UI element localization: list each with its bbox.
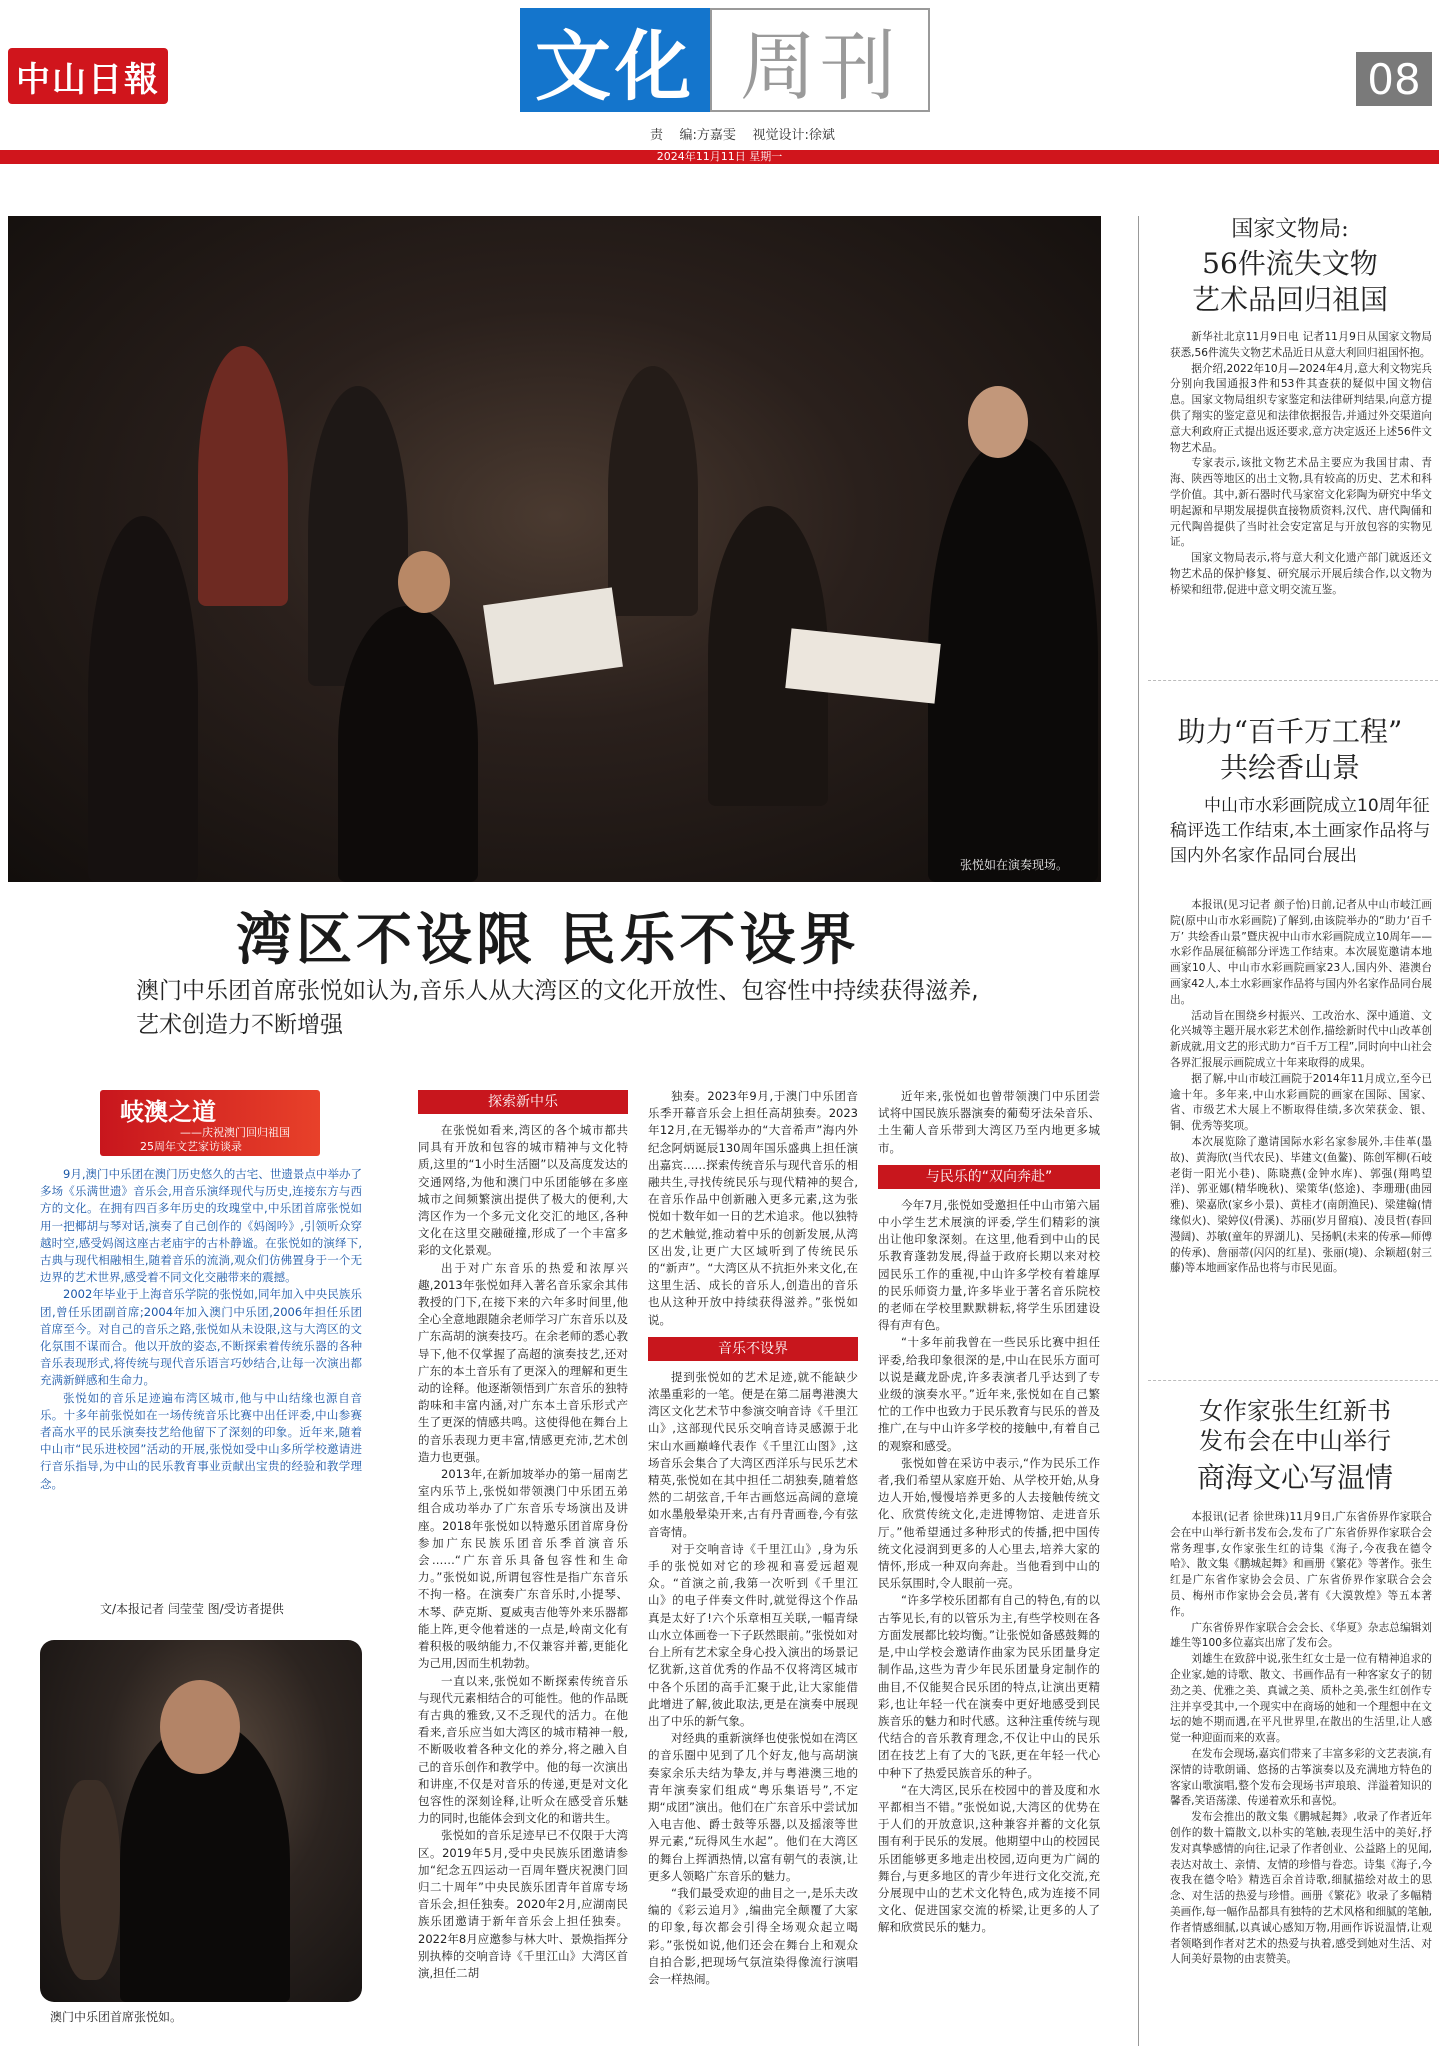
story3-paragraph: 发布会推出的散文集《鹏城起舞》,收录了作者近年创作的数十篇散文,以朴实的笔触,表现生活中的美好,抒发对真挚感情的向往,记录了作者创业、公益路上的见闻,表达对故土、亲情、友情的珍惜与眷恋。诗集《海子,今夜我在德令哈》精选百余首诗歌,细腻描绘对故土的思念、对生活的热爱与珍惜。画册《繁花》收录了多幅精美画作,每一幅作品都具有独特的艺术风格和细腻的笔触,作者情感细腻,以真诚心感知万物,用画作诉说温情,让观者领略到作者对艺术的热爱与执着,感受到她对生活、对人间美好景物的由衷赞美。: [1170, 1811, 1432, 1966]
series-banner-sub2: 25周年文艺家访谈录: [140, 1140, 242, 1153]
story2-paragraph: 据了解,中山市岐江画院于2014年11月成立,至今已逾十年。多年来,中山水彩画院的画家在国际、国家、省、市级艺术大展上不断取得佳绩,多次荣获金、银、铜、优秀等奖项。: [1170, 1072, 1432, 1133]
article-paragraph: “我们最受欢迎的曲目之一,是乐夫改编的《彩云追月》,编曲完全颠覆了大家的印象,每次都会引得全场观众起立喝彩。”张悦如说,他们还会在舞台上和观众自拍合影,把现场气氛渲染得像流行演唱会一样热闹。: [648, 1885, 858, 1986]
headline: 湾区不设限 民乐不设界: [236, 907, 860, 973]
story2-title-line2: 共绘香山景: [1219, 751, 1360, 784]
issue-date: 2024年11月11日 星期一: [656, 150, 783, 163]
story2-title-line1: 助力“百千万工程”: [1177, 715, 1403, 748]
editor-credits: 责 编:方嘉雯 视觉设计:徐斌: [650, 128, 835, 143]
story2-paragraph: 活动旨在围绕乡村振兴、工改治水、深中通道、文化兴城等主题开展水彩艺术创作,描绘新时代中山改革创新成就,用文艺的形式助力“百千万工程”,同时向中山社会各界汇报展示画院成立十年来取得的成果。: [1170, 1009, 1432, 1069]
section-title: [520, 8, 930, 112]
intro-column: [40, 1166, 362, 1594]
story1-paragraph: 专家表示,该批文物艺术品主要应为我国甘肃、青海、陕西等地区的出土文物,具有较高的历史、艺术和科学价值。其中,新石器时代马家窑文化彩陶为研究中华文明起源和早期发展提供直接物质资料,汉代、唐代陶俑和元代陶兽提供了当时社会安定富足与开放包容的实物见证。: [1170, 457, 1432, 549]
article-column-4: [878, 1088, 1100, 2042]
intro-paragraph: 2002年毕业于上海音乐学院的张悦如,同年加入中央民族乐团,曾任乐团副首席;2004年加入澳门中乐团,2006年担任乐团首席至今。对自己的音乐之路,张悦如从未设限,这与大湾区的文化氛围不谋而合。他以开放的姿态,不断探索着传统乐器的各种音乐表现形式,将传统与现代音乐语言巧妙结合,让每一次演出都充满新鲜感和生命力。: [40, 1287, 362, 1388]
section-heading-two-way: 与民乐的“双向奔赴”: [878, 1165, 1100, 1189]
article-paragraph: 对经典的重新演绎也使张悦如在湾区的音乐圈中见到了几个好友,他与高胡演奏家余乐夫结为挚友,并与粤港澳三地的青年演奏家们组成“粤乐集语号”,不定期“成团”演出。他们在广东音乐中尝试加入电吉他、爵士鼓等乐器,以及摇滚等世界元素,“玩得风生水起”。他们在大湾区的舞台上挥洒热情,以富有朝气的表演,让更多人领略广东音乐的魅力。: [648, 1731, 858, 1883]
portrait-caption: 澳门中乐团首席张悦如。: [50, 2010, 183, 2024]
article-paragraph: 提到张悦如的艺术足迹,就不能缺少浓墨重彩的一笔。便是在第二届粤港澳大湾区文化艺术节中参演交响音诗《千里江山》,这部现代民乐交响音诗灵感源于北宋山水画巅峰代表作《千里江山图》,这场音乐会集合了大湾区西洋乐与民乐艺术精英,张悦如在其中担任二胡独奏,随着悠然的二胡弦音,千年古画悠远高阔的意境如水墨般晕染开来,古有丹青画卷,今有弦音寄情。: [648, 1369, 858, 1539]
article-paragraph: 今年7月,张悦如受邀担任中山市第六届中小学生艺术展演的评委,学生们精彩的演出让他印象深刻。在这里,他看到中山的民乐教育蓬勃发展,得益于政府长期以来对校园民乐工作的重视,中山许多学校有着雄厚的民乐师资力量,许多毕业于著名音乐院校的老师在学校里默默耕耘,将学生乐团建设得有声有色。: [878, 1197, 1100, 1333]
story-divider: [1148, 680, 1438, 681]
article-paragraph: 在张悦如看来,湾区的各个城市都共同具有开放和包容的城市精神与文化特质,这里的“1小时生活圈”以及高度发达的交通网络,为他和澳门中乐团能够在多座城市之间频繁演出提供了极大的便利,大湾区作为一个多元文化交汇的地区,各种文化在这里交融碰撞,形成了一个丰富多彩的文化景观。: [418, 1123, 628, 1258]
article-paragraph: 2013年,在新加坡举办的第一届南艺室内乐节上,张悦如带领澳门中乐团五弟组合成功举办了广东音乐专场演出及讲座。2018年张悦如以特邀乐团首席身份参加广东民族乐团音乐季首演音乐会……“广东音乐具备包容性和生命力。”张悦如说,所谓包容性是指广东音乐不拘一格。在演奏广东音乐时,小提琴、木琴、萨克斯、夏威夷吉他等外来乐器都能上阵,更令他着迷的一点是,岭南文化有着积极的吸纳能力,不仅兼容并蓄,更能化为己用,因而生机勃勃。: [418, 1467, 628, 1671]
series-banner-title: 岐澳之道: [120, 1098, 216, 1126]
article-column-3: [648, 1088, 858, 2042]
story2-paragraph: 本报讯(见习记者 颜子怡)日前,记者从中山市岐江画院(原中山市水彩画院)了解到,由该院举办的“助力‘百千万’ 共绘香山景”暨庆祝中山市水彩画院成立10周年——水彩作品展征稿部分评选工作结束。本次展览邀请本地画家10人、中山市水彩画院画家23人,国内外、港澳台画家42人,本土水彩画家作品将与国内外名家作品同台展出。: [1170, 899, 1432, 1006]
byline: 文/本报记者 闫莹莹 图/受访者提供: [100, 1602, 284, 1616]
subheadline: 澳门中乐团首席张悦如认为,音乐人从大湾区的文化开放性、包容性中持续获得滋养,艺术创造力不断增强: [136, 978, 979, 1038]
article-paragraph: “许多学校乐团都有自己的特色,有的以古筝见长,有的以管乐为主,有些学校则在各方面发展都比较均衡。”让张悦如备感鼓舞的是,中山学校会邀请作曲家为民乐团量身定制作品,这些为青少年民乐团量身定制作的曲目,不仅能契合民乐团的特点,让演出更精彩,也让年轻一代在演奏中更好地感受到民族音乐的魅力和时代感。这种注重传统与现代结合的音乐教育理念,不仅让中山的民乐团在技艺上有了大的飞跃,更在年轻一代心中种下了热爱民族音乐的种子。: [878, 1593, 1100, 1780]
section-heading-explore: 探索新中乐: [418, 1090, 628, 1114]
intro-paragraph: 9月,澳门中乐团在澳门历史悠久的古宅、世遗景点中举办了多场《乐满世遗》音乐会,用音乐演绎现代与历史,连接东方与西方的文化。在拥有四百多年历史的玫瑰堂中,中乐团首席张悦如用一把椰胡与琴对话,演奏了自己创作的《妈阁吟》,引领听众穿越时空,感受妈阁这座古老庙宇的古朴静谧。在张悦如的演绎下,古典与现代相融相生,随着音乐的流淌,观众们仿佛置身于一个无边界的艺术世界,感受着不同文化交融带来的震撼。: [40, 1167, 362, 1285]
article-paragraph: 张悦如曾在采访中表示,“作为民乐工作者,我们希望从家庭开始、从学校开始,从身边人开始,慢慢培养更多的人去接触传统文化、欣赏传统文化,走进博物馆、走进音乐厅。”他希望通过多种形式的传播,把中国传统文化浸润到更多的人心里去,培养大家的情怀,形成一种双向奔赴。当他看到中山的民乐氛围时,令人眼前一亮。: [878, 1455, 1100, 1591]
article-paragraph: 一直以来,张悦如不断探索传统音乐与现代元素相结合的可能性。他的作品既有古典的雅致,又不乏现代的活力。在他看来,音乐应当如大湾区的城市精神一般,不断吸收着各种文化的养分,将之融入自己的音乐创作和教学中。他的每一次演出和讲座,不仅是对音乐的传递,更是对文化包容性的深刻诠释,让听众在感受音乐魅力的同时,也能体会到文化的和谐共生。: [418, 1673, 628, 1826]
column-divider: [1138, 216, 1139, 2046]
section-title-part1: 文化: [520, 8, 710, 112]
story1-kicker: 国家文物局:: [1231, 217, 1349, 242]
article-paragraph: 近年来,张悦如也曾带领澳门中乐团尝试将中国民族乐器演奏的葡萄牙法朵音乐、土生葡人音乐带到大湾区乃至内地更多城市。: [878, 1089, 1100, 1155]
story1-paragraph: 国家文物局表示,将与意大利文化遗产部门就返还文物艺术品的保护修复、研究展示开展后续合作,以文物为桥梁和纽带,促进中意文明交流互鉴。: [1170, 552, 1432, 596]
portrait-photo: [40, 1640, 362, 2002]
story3-paragraph: 广东省侨界作家联合会会长、《华夏》杂志总编辑刘雄生等100多位嘉宾出席了发布会。: [1170, 1621, 1432, 1650]
concert-photo: [8, 216, 1101, 882]
section-heading-no-borders: 音乐不设界: [648, 1337, 858, 1361]
article-paragraph: “十多年前我曾在一些民乐比赛中担任评委,给我印象很深的是,中山在民乐方面可以说是藏龙卧虎,许多表演者几乎达到了专业级的演奏水平。”近年来,张悦如在自己繁忙的工作中也致力于民乐教育与民乐的普及推广,在与中山许多学校的接触中,有着自己的观察和感受。: [878, 1335, 1100, 1453]
story1-paragraph: 新华社北京11月9日电 记者11月9日从国家文物局获悉,56件流失文物艺术品近日从意大利回归祖国怀抱。: [1170, 331, 1432, 359]
story3-body: [1170, 1510, 1432, 2050]
article-paragraph: “在大湾区,民乐在校园中的普及度和水平都相当不错。”张悦如说,大湾区的优势在于人们的开放意识,这种兼容并蓄的文化氛围有利于民乐的发展。他期望中山的校园民乐团能够更多地走出校园,迈向更为广阔的舞台,与更多地区的青少年进行文化交流,充分展现中山的艺术文化特色,成为连接不同文化、促进国家交流的桥梁,让更多的人了解和欣赏民乐的魅力。: [878, 1782, 1100, 1935]
article-paragraph: 独奏。2023年9月,于澳门中乐团音乐季开幕音乐会上担任高胡独奏。2023年12月,在无锡举办的“大音希声”海内外纪念阿炳诞辰130周年国乐盛典上担任演出嘉宾……探索传统音乐与现代音乐的相融共生,寻找传统民乐与现代精神的契合,在音乐作品中创新融入更多元素,这为张悦如十数年如一日的艺术追求。他以独特的艺术触觉,推动着中乐的创新发展,从湾区出发,让更广大区域听到了传统民乐的“新声”。“大湾区从不抗拒外来文化,在这里生活、成长的音乐人,创造出的音乐也从这种开放中持续获得滋养。”张悦如说。: [648, 1089, 858, 1327]
story1-paragraph: 据介绍,2022年10月—2024年4月,意大利文物宪兵分别向我国通报3件和53件其查获的疑似中国文物信息。国家文物局组织专家鉴定和法律研判结果,向意方提供了翔实的鉴定意见和法律依据报告,并通过外交渠道向意大利政府正式提出返还要求,意方决定返还上述56件文物艺术品。: [1170, 362, 1432, 454]
story3-title-line1: 女作家张生红新书: [1199, 1397, 1391, 1425]
story3-paragraph: 刘雄生在致辞中说,张生红女士是一位有精神追求的企业家,她的诗歌、散文、书画作品有一种客家女子的韧劲之美、优雅之美、真诚之美、质朴之美,张生红创作专注并享受其中,一个现实中在商场的她和一个理想中在文坛的她不期而遇,在平凡世界里,在散出的生活里,让人感觉一种迎面而来的欢喜。: [1170, 1653, 1432, 1745]
story3-paragraph: 在发布会现场,嘉宾们带来了丰富多彩的文艺表演,有深情的诗歌朗诵、悠扬的古筝演奏以及充满地方特色的客家山歌演唱,整个发布会现场书声琅琅、洋溢着知识的馨香,笑语荡漾、传递着欢乐和喜悦。: [1170, 1747, 1432, 1808]
story2-deck: 中山市水彩画院成立10周年征稿评选工作结束,本土画家作品将与国内外名家作品同台展出: [1170, 796, 1431, 866]
series-banner-sub1: ——庆祝澳门回归祖国: [180, 1126, 290, 1139]
story1-title-line1: 56件流失文物: [1202, 247, 1378, 280]
article-paragraph: 对于交响音诗《千里江山》,身为乐手的张悦如对它的珍视和喜爱远超观众。“首演之前,我第一次听到《千里江山》的电子伴奏文件时,就觉得这个作品真是太好了!六个乐章相互关联,一幅青绿山水立体画卷一下子跃然眼前。”张悦如对台上所有艺术家全身心投入演出的场景记忆犹新,这首优秀的作品不仅将湾区城市中各个乐团的高手汇聚于此,让大家能借此增进了解,彼此取法,更是在演奏中展现出了中乐的新气象。: [648, 1541, 858, 1728]
story3-title-line2: 发布会在中山举行: [1199, 1427, 1391, 1455]
newspaper-logo: 中山日報: [8, 48, 168, 104]
section-title-part2: 周刊: [710, 8, 930, 112]
intro-paragraph: 张悦如的音乐足迹遍布湾区城市,他与中山结缘也源自音乐。十多年前张悦如在一场传统音乐比赛中出任评委,中山参赛者高水平的民乐演奏技艺给他留下了深刻的印象。近年来,随着中山市“民乐进校园”活动的开展,张悦如受中山多所学校邀请进行音乐指导,为中山的民乐教育事业贡献出宝贵的经验和教学理念。: [40, 1390, 362, 1491]
page-number: 08: [1356, 52, 1432, 106]
article-paragraph: 出于对广东音乐的热爱和浓厚兴趣,2013年张悦如拜入著名音乐家余其伟教授的门下,在接下来的六年多时间里,他全心全意地跟随余老师学习广东音乐以及广东高胡的演奏技巧。在余老师的悉心教导下,他不仅掌握了高超的演奏技艺,还对广东的本土音乐有了更深入的理解和更生动的诠释。他逐渐领悟到广东音乐的独特韵味和丰富内涵,对广东本土音乐形式产生了更深的情感共鸣。这使得他在舞台上的音乐表现力更丰富,情感更充沛,艺术创造力也更强。: [418, 1260, 628, 1464]
story3-paragraph: 本报讯(记者 徐世珠)11月9日,广东省侨界作家联合会在中山举行新书发布会,发布了广东省侨界作家联合会常务理事,女作家张生红的诗集《海子,今夜我在德令哈》、散文集《鹏城起舞》和画册《繁花》等著作。张生红是广东省作家协会会员、广东省侨界作家联合会会员、梅州市作家协会会员,著有《大漠敦煌》等五本著作。: [1170, 1511, 1432, 1618]
article-paragraph: 张悦如的音乐足迹早已不仅限于大湾区。2019年5月,受中央民族乐团邀请参加“纪念五四运动一百周年暨庆祝澳门回归二十周年”中央民族乐团青年首席专场音乐会,担任独奏。2020年2月,应湖南民族乐团邀请于新年音乐会上担任独奏。2022年8月应邀参与林大叶、景焕指挥分别执棒的交响音诗《千里江山》大湾区首演,担任二胡: [418, 1828, 628, 1980]
story3-title-line3: 商海文心写温情: [1196, 1461, 1393, 1494]
story1-title-line2: 艺术品回归祖国: [1191, 283, 1388, 316]
story2-paragraph: 本次展览除了邀请国际水彩名家参展外,丰佳革(墨故)、黄海欣(当代农民)、毕建文(鱼鳌)、陈创军柳(石岐老街一阳光小巷)、陈晓燕(金钟水库)、郭强(翔鸣望洋)、郭亚娜(精华晚秋)、梁策华(悠途)、李珊珊(曲园雅)、梁嘉欣(家乡小景)、黄桂才(南朗渔民)、梁建翰(情缘似火)、梁婷仪(骨溪)、苏丽(岁月留痕)、凌艮哲(春回漫阔)、苏敏(童年的界湖儿)、吴扬帆(未来的传承—师傅的传承)、詹丽蒂(闪闪的红星)、张丽(境)、余颖超(射三藤)等本地画家作品也将与市民见面。: [1170, 1135, 1432, 1275]
story1-body: [1170, 330, 1432, 660]
story2-body: [1170, 898, 1432, 1358]
story-divider: [1148, 1380, 1438, 1381]
photo-caption: 张悦如在演奏现场。: [960, 858, 1069, 872]
article-column-2: [418, 1082, 628, 2042]
